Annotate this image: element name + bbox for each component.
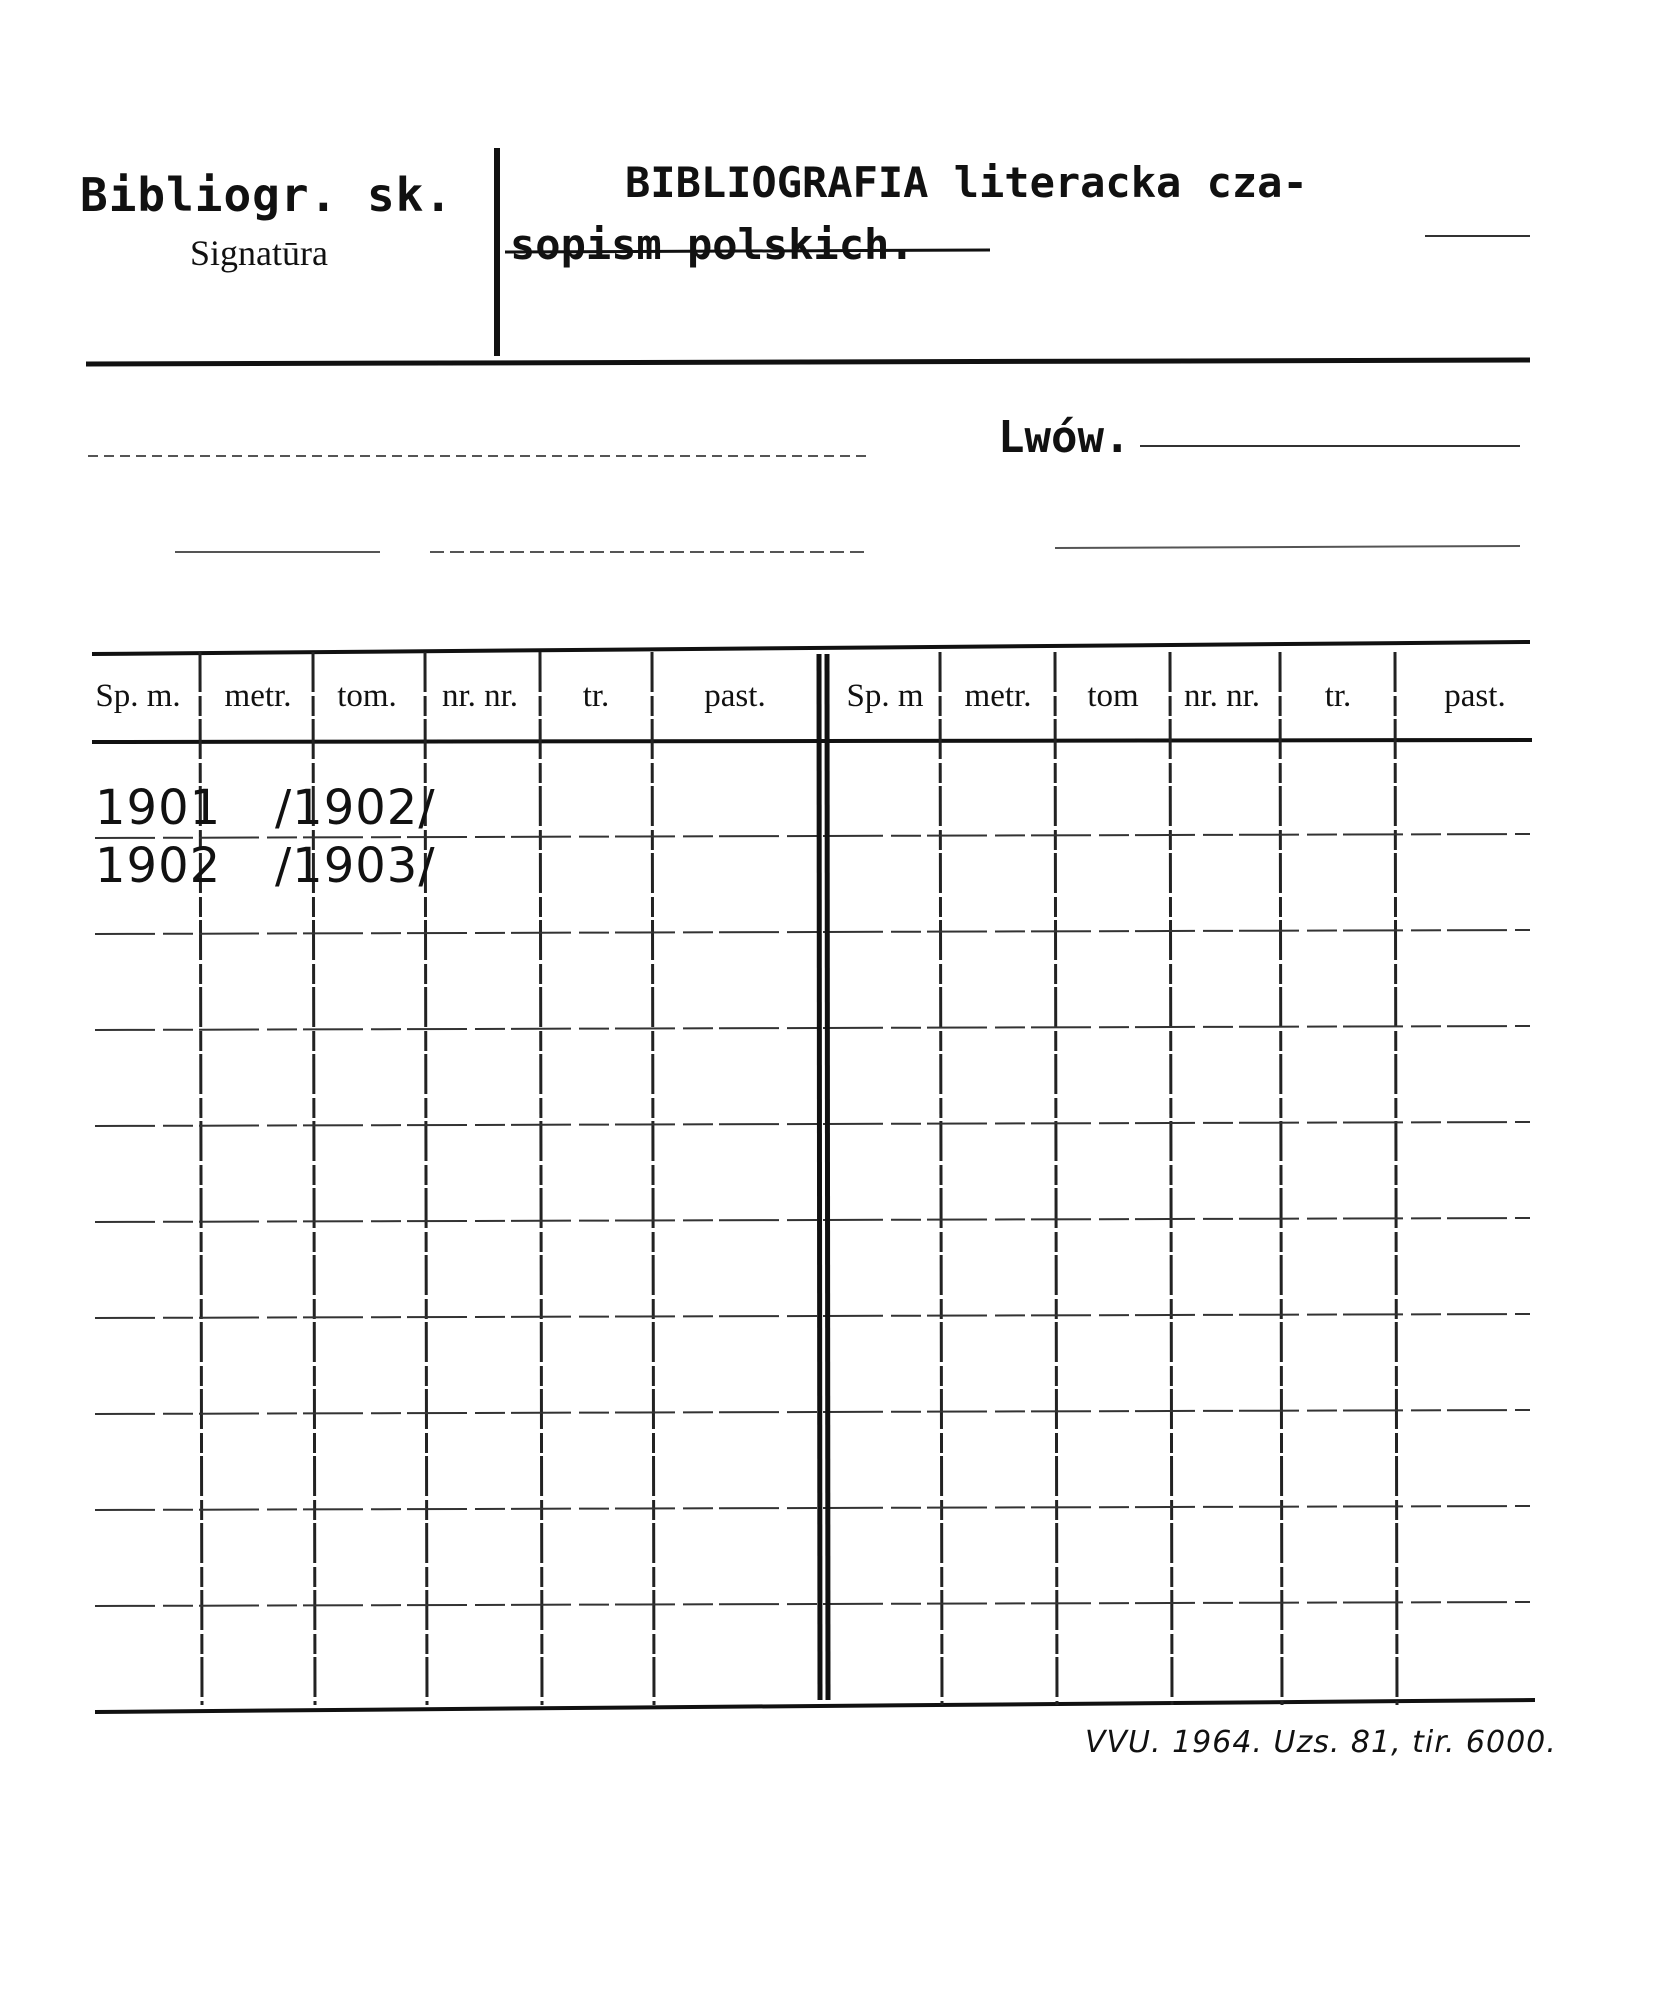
col-header-nr-left: nr. nr. — [441, 678, 519, 714]
table-header-rule — [92, 740, 1532, 742]
col-header-sp-m-right: Sp. m — [846, 678, 924, 714]
column-divider — [540, 652, 542, 1705]
column-divider — [940, 652, 942, 1705]
row-divider — [95, 1026, 1530, 1030]
header-rule — [86, 360, 1530, 364]
entry-start-year: 1902 — [95, 838, 222, 894]
title-line-1: BIBLIOGRAFIA literacka cza- — [625, 158, 1308, 207]
entry-end-year: /1903/ — [275, 838, 436, 894]
signature-label: Signatūra — [190, 233, 328, 273]
place-of-publication: Lwów. — [998, 412, 1131, 463]
entry-start-year: 1901 — [95, 780, 222, 836]
column-divider — [1055, 652, 1057, 1705]
entry-end-year: /1902/ — [275, 780, 436, 836]
row-divider — [95, 930, 1530, 934]
row-divider — [95, 1122, 1530, 1126]
table-bottom-rule — [95, 1700, 1535, 1712]
column-divider — [1170, 652, 1172, 1705]
table-top-rule — [92, 642, 1530, 654]
col-header-tr-right: tr. — [1324, 678, 1352, 714]
row-divider — [95, 1410, 1530, 1414]
col-header-nr-right: nr. nr. — [1183, 678, 1261, 714]
col-header-metr-right: metr. — [964, 678, 1032, 714]
column-divider — [652, 652, 654, 1705]
row-divider — [95, 1506, 1530, 1510]
col-header-tom-left: tom. — [337, 678, 397, 714]
row-divider — [95, 1314, 1530, 1318]
printer-note: VVU. 1964. Uzs. 81, tir. 6000. — [1085, 1725, 1557, 1760]
center-divider — [819, 654, 820, 1700]
col-header-metr-left: metr. — [224, 678, 292, 714]
col-header-past-left: past. — [704, 678, 766, 714]
col-header-past-right: past. — [1444, 678, 1506, 714]
col-header-sp-m-left: Sp. m. — [95, 678, 181, 714]
row-divider — [95, 1602, 1530, 1606]
col-header-tom-right: tom — [1087, 678, 1139, 714]
row-divider — [95, 1218, 1530, 1222]
column-divider — [1280, 652, 1282, 1705]
title-line-2: sopism polskich. — [510, 220, 915, 269]
col-header-tr-left: tr. — [582, 678, 610, 714]
signature-value: Bibliogr. sk. — [80, 168, 454, 222]
column-divider — [1395, 652, 1397, 1705]
